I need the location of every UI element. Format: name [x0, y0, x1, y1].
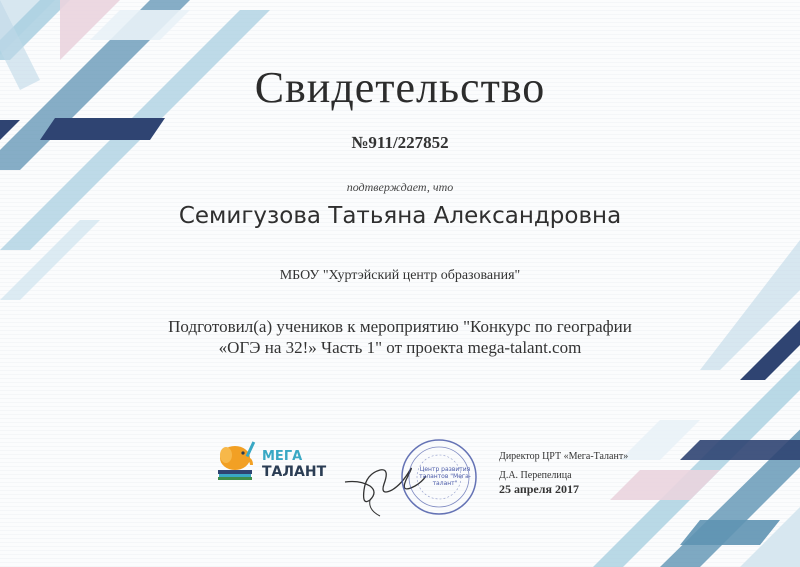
issue-date: 25 апреля 2017	[499, 482, 579, 496]
recipient-name: Семигузова Татьяна Александровна	[178, 203, 622, 229]
description-line: Подготовил(а) учеников к мероприятию "Конкурс по географии	[168, 317, 632, 336]
stripe	[0, 220, 100, 300]
stripe	[680, 440, 800, 460]
signatory-role: Директор ЦРТ «Мега-Талант»	[499, 451, 629, 462]
stamp-text: Центр развития талантов "Мега-талант"	[419, 466, 471, 487]
organization-name: МБОУ "Хуртэйский центр образования"	[279, 268, 521, 283]
logo-word-talant: ТАЛАНТ	[262, 464, 327, 480]
certificate-description	[0, 316, 800, 358]
description-line: «ОГЭ на 32!» Часть 1" от проекта mega-talant.com	[218, 338, 582, 357]
certificate-number: №911/227852	[351, 133, 449, 152]
stripe	[610, 470, 720, 500]
confirms-text: подтверждает, что	[346, 180, 454, 194]
certificate-title: Свидетельство	[254, 63, 546, 112]
signatory-name: Д.А. Перепелица	[499, 470, 572, 481]
elephant-icon	[215, 437, 261, 482]
stripe	[680, 520, 780, 545]
logo-word-mega: МЕГА	[262, 449, 303, 464]
mega-talant-logo	[215, 437, 330, 482]
